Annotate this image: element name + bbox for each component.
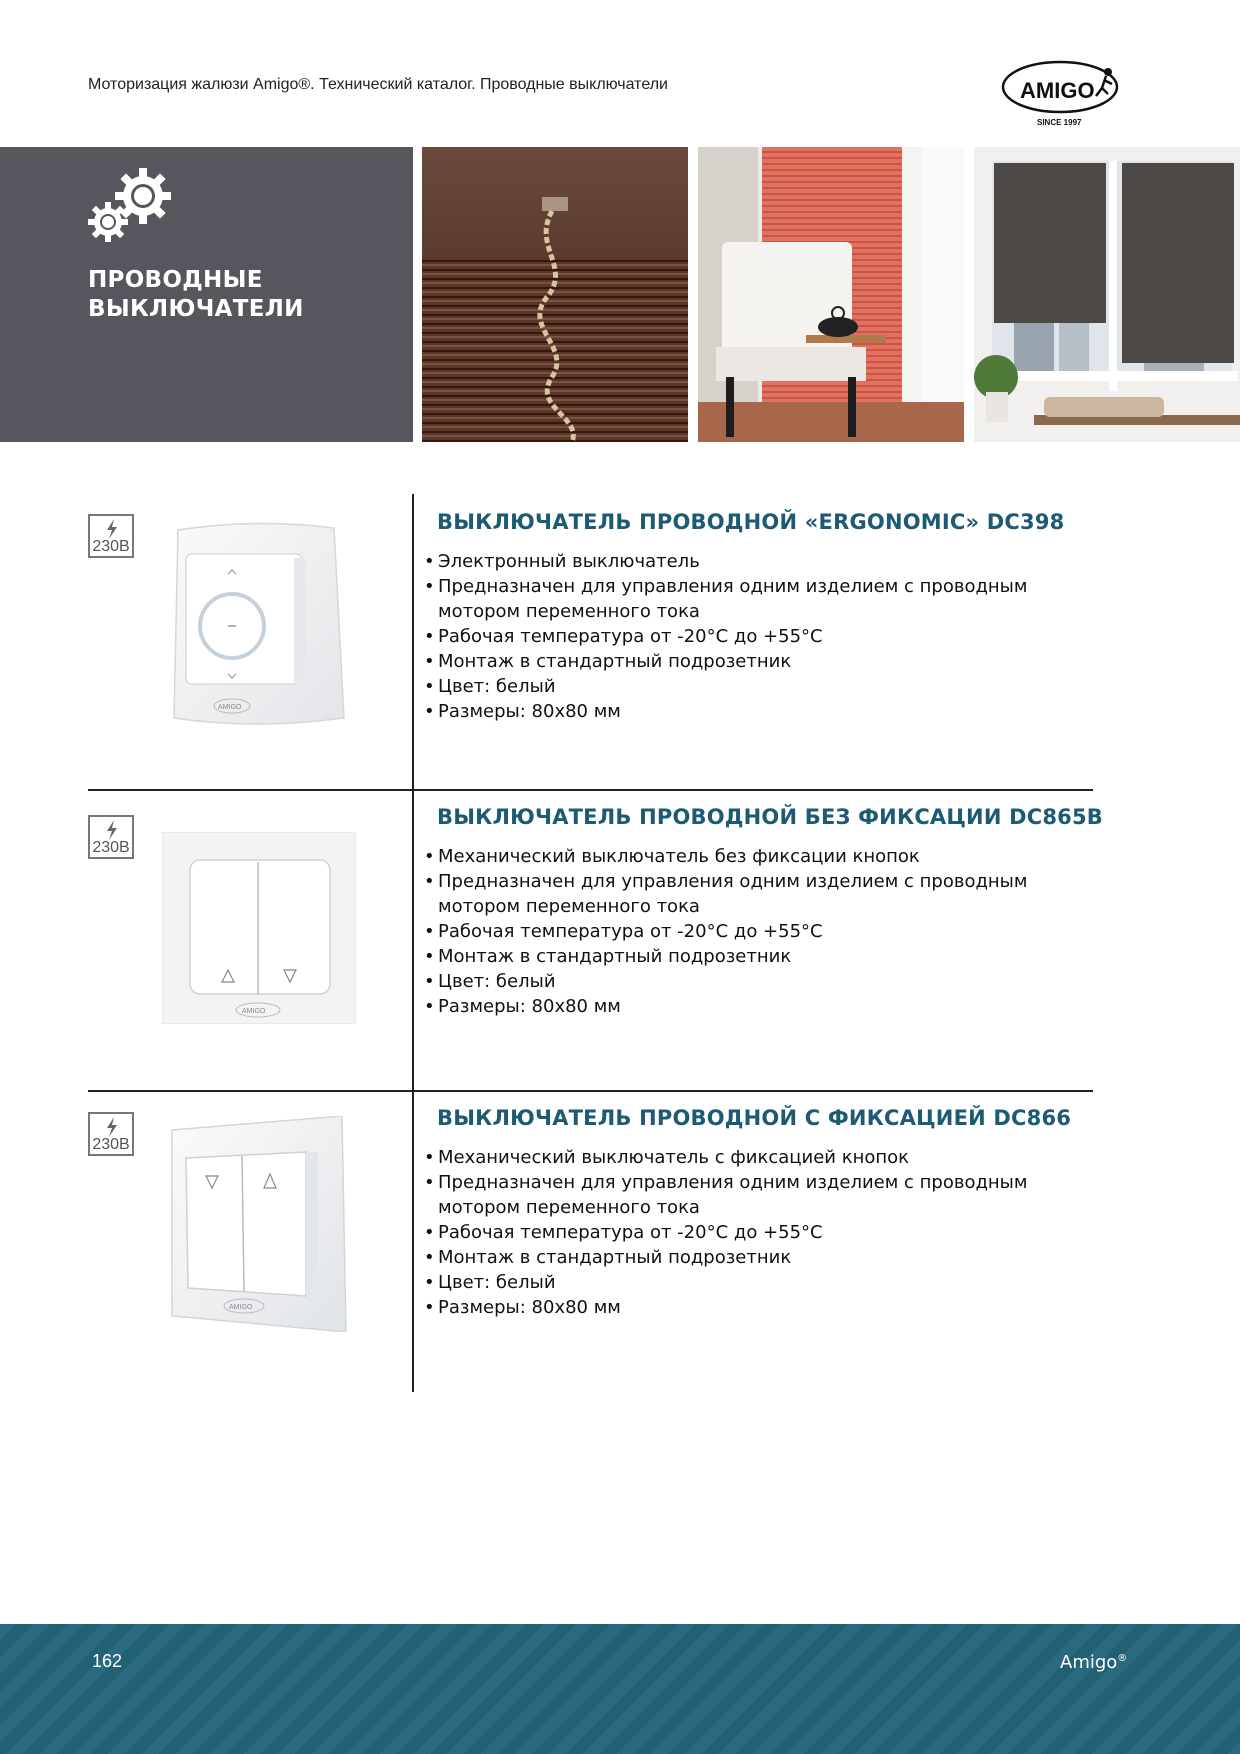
photo-bamboo-blind (422, 147, 688, 442)
product-title-dc866: ВЫКЛЮЧАТЕЛЬ ПРОВОДНОЙ С ФИКСАЦИЕЙ DC866 (437, 1106, 1072, 1130)
feature-item: • Размеры: 80x80 мм (424, 994, 1064, 1019)
gears-icon (88, 164, 180, 242)
footer-brand (1060, 1652, 1127, 1673)
svg-text:AMIGO: AMIGO (218, 704, 242, 711)
voltage-badge: 230В (88, 815, 134, 859)
feature-item: • Предназначен для управления одним изделием с проводным мотором переменного тока (424, 574, 1064, 624)
svg-text:AMIGO: AMIGO (229, 1304, 253, 1311)
section-title (88, 266, 388, 324)
divider-vertical (412, 790, 414, 1091)
product-title-dc398: ВЫКЛЮЧАТЕЛЬ ПРОВОДНОЙ «ERGONOMIC» DC398 (437, 510, 1065, 534)
section-title-line1: ПРОВОДНЫЕ (88, 267, 263, 293)
feature-list-dc865b (424, 844, 1064, 1019)
feature-item: • Рабочая температура от -20°C до +55°C (424, 1220, 1064, 1245)
product-title-dc865b: ВЫКЛЮЧАТЕЛЬ ПРОВОДНОЙ БЕЗ ФИКСАЦИИ DC865B (437, 805, 1104, 829)
feature-list-dc866 (424, 1145, 1064, 1320)
divider-horizontal (88, 1090, 1093, 1092)
divider-horizontal (88, 789, 1093, 791)
feature-item: • Размеры: 80x80 мм (424, 699, 1064, 724)
voltage-badge: 230В (88, 1112, 134, 1156)
feature-item: • Монтаж в стандартный подрозетник (424, 944, 1064, 969)
feature-list-dc398 (424, 549, 1064, 724)
feature-item: • Цвет: белый (424, 1270, 1064, 1295)
feature-item: • Механический выключатель без фиксации кнопок (424, 844, 1064, 869)
svg-text:SINCE 1997: SINCE 1997 (1037, 118, 1082, 127)
feature-item: • Механический выключатель с фиксацией кнопок (424, 1145, 1064, 1170)
lightning-icon (103, 819, 121, 841)
lightning-icon (103, 1116, 121, 1138)
lightning-icon (103, 518, 121, 540)
feature-item: • Монтаж в стандартный подрозетник (424, 1245, 1064, 1270)
feature-item: • Рабочая температура от -20°C до +55°C (424, 624, 1064, 649)
catalog-header-title: Моторизация жалюзи Amigo®. Технический каталог. Проводные выключатели (88, 76, 668, 93)
divider-vertical (412, 494, 414, 790)
feature-item: • Предназначен для управления одним изделием с проводным мотором переменного тока (424, 1170, 1064, 1220)
feature-item: • Электронный выключатель (424, 549, 1064, 574)
page-number: 162 (92, 1651, 123, 1671)
switch-dc866-image (170, 1116, 348, 1332)
photo-pleated-blind (698, 147, 964, 442)
photo-roller-blind (974, 147, 1240, 442)
feature-item: • Размеры: 80x80 мм (424, 1295, 1064, 1320)
svg-text:AMIGO: AMIGO (1020, 78, 1095, 103)
footer-brand-name: Amigo (1060, 1652, 1118, 1673)
registered-mark: ® (1117, 1653, 1128, 1664)
amigo-logo (1000, 58, 1124, 130)
feature-item: • Цвет: белый (424, 969, 1064, 994)
switch-dc398-image (166, 518, 346, 730)
page-footer (0, 1624, 1240, 1754)
feature-item: • Рабочая температура от -20°C до +55°C (424, 919, 1064, 944)
section-title-line2: ВЫКЛЮЧАТЕЛИ (88, 296, 304, 322)
voltage-badge: 230В (88, 514, 134, 558)
feature-item: • Цвет: белый (424, 674, 1064, 699)
feature-item: • Предназначен для управления одним изделием с проводным мотором переменного тока (424, 869, 1064, 919)
divider-vertical (412, 1091, 414, 1392)
svg-text:AMIGO: AMIGO (242, 1008, 266, 1015)
feature-item: • Монтаж в стандартный подрозетник (424, 649, 1064, 674)
switch-dc865b-image (162, 832, 356, 1024)
